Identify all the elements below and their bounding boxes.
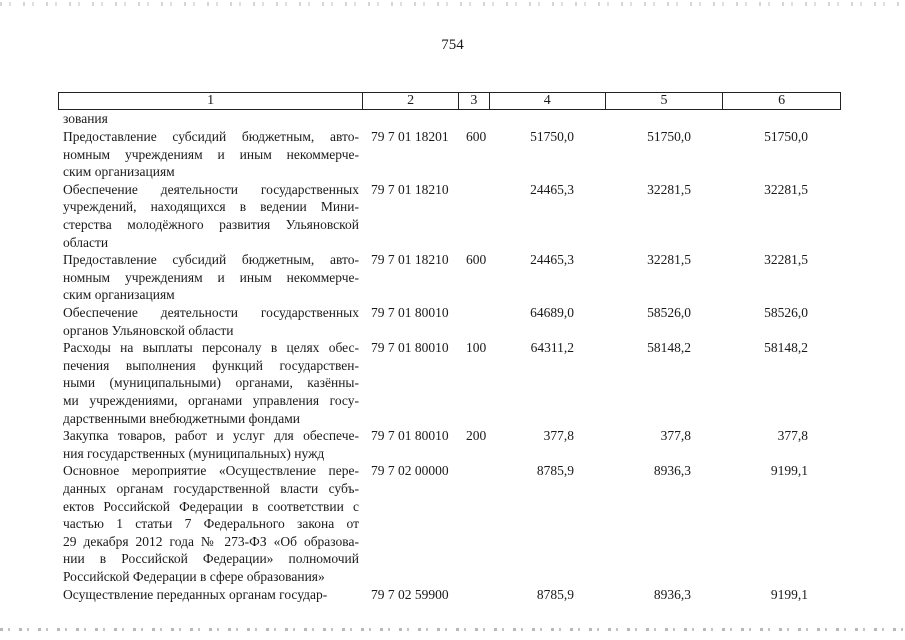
row-value-col4: 8785,9 [536,463,574,479]
header-col-4: 4 [490,93,606,109]
page-number: 754 [441,37,464,53]
row-description-line: дарственными внебюджетными фондами [63,410,301,426]
row-code: 79 7 01 18210 [371,181,449,197]
continuation-text: зования [63,111,108,126]
row-value-col6: 51750,0 [764,129,808,144]
row-description [63,181,359,251]
header-col-6: 6 [778,93,786,108]
row-description-line: Предоставление субсидий бюджетным, авто- [63,129,359,144]
row-description-line: Осуществление переданных органам государ- [63,586,328,602]
row-description-line: Обеспечение деятельности государственных [63,181,359,197]
scan-artifact-bottom [0,628,905,631]
row-value-col4: 377,8 [543,428,574,444]
row-description-line: нии в Российской Федерации» полномочий [63,551,359,567]
scan-artifact-top [0,2,905,6]
row-description-line: данных органам государственной власти субъ- [63,480,359,496]
row-value-col4: 64311,2 [530,340,574,356]
row-description [63,586,359,604]
row-description-line: номным учреждениям и иным некоммерче- [63,146,359,162]
row-value-col5: 58526,0 [647,305,691,320]
header-col-2: 2 [363,93,459,109]
row-description-line: ским организациям [63,164,175,180]
row-value-col5: 8936,3 [653,463,691,479]
row-description-line: номным учреждениям и иным некоммерче- [63,269,359,285]
row-value-col4: 64689,0 [530,305,574,320]
row-value-col4: 24465,3 [530,181,574,197]
row-description-line: стерства молодёжного развития Ульяновской [63,216,359,232]
row-description-line: ми учреждениями, органами управления госу- [63,392,359,408]
row-code: 79 7 01 80010 [371,340,449,356]
row-description [63,339,359,427]
row-description-line: Закупка товаров, работ и услуг для обеспече- [63,428,359,444]
row-code: 79 7 01 80010 [371,428,449,444]
row-description-line: 29 декабря 2012 года № 273-ФЗ «Об образова- [63,533,359,549]
row-code: 79 7 02 59900 [371,586,449,602]
row-value-col6: 9199,1 [770,586,808,602]
row-code: 79 7 01 18201 [371,129,449,144]
row-description-line: ными (муниципальными) органами, казённы- [63,375,359,391]
row-description [63,462,359,585]
row-expense-type: 200 [466,428,487,444]
row-description [63,251,359,304]
row-description-line: области [63,234,109,250]
row-description [63,128,359,181]
row-description-line: печения выполнения функций государствен- [63,357,359,373]
row-expense-type: 600 [466,129,487,144]
row-value-col6: 32281,5 [764,252,808,268]
row-value-col6: 58148,2 [764,340,808,356]
row-value-col5: 8936,3 [653,586,691,602]
row-value-col6: 9199,1 [770,463,808,479]
row-value-col6: 377,8 [777,428,808,444]
row-description-line: органов Ульяновской области [63,322,234,338]
row-description-line: учреждений, находящихся в ведении Мини- [63,199,359,215]
row-description-line: Предоставление субсидий бюджетным, авто- [63,252,359,268]
row-value-col5: 58148,2 [647,340,691,356]
row-value-col6: 32281,5 [764,181,808,197]
row-code: 79 7 01 18210 [371,252,449,268]
row-value-col5: 32281,5 [647,252,691,268]
row-description [63,427,359,462]
row-description-line: частью 1 статьи 7 Федерального закона от [63,516,359,532]
row-description-line: ектов Российской Федерации в соответствии с [63,498,359,514]
row-value-col5: 51750,0 [647,129,691,144]
row-description-line: ским организациям [63,287,175,303]
header-col-5: 5 [606,93,724,109]
row-description-line: Обеспечение деятельности государственных [63,305,359,320]
row-expense-type: 100 [466,340,487,356]
row-value-col4: 51750,0 [530,129,574,144]
row-description [63,304,359,339]
row-description-line: ния государственных (муниципальных) нужд [63,445,325,461]
row-value-col6: 58526,0 [764,305,808,320]
header-col-1: 1 [59,93,363,109]
row-description-line: Основное мероприятие «Осуществление пере- [63,463,359,479]
row-value-col5: 32281,5 [647,181,691,197]
row-code: 79 7 01 80010 [371,305,449,320]
row-description-line: Российской Федерации в сфере образования» [63,568,325,584]
row-value-col4: 24465,3 [530,252,574,268]
row-value-col5: 377,8 [660,428,691,444]
table-header [58,92,841,110]
row-expense-type: 600 [466,252,487,268]
row-value-col4: 8785,9 [536,586,574,602]
header-col-3: 3 [459,93,490,109]
row-description-line: Расходы на выплаты персоналу в целях обес- [63,340,359,356]
row-code: 79 7 02 00000 [371,463,449,479]
